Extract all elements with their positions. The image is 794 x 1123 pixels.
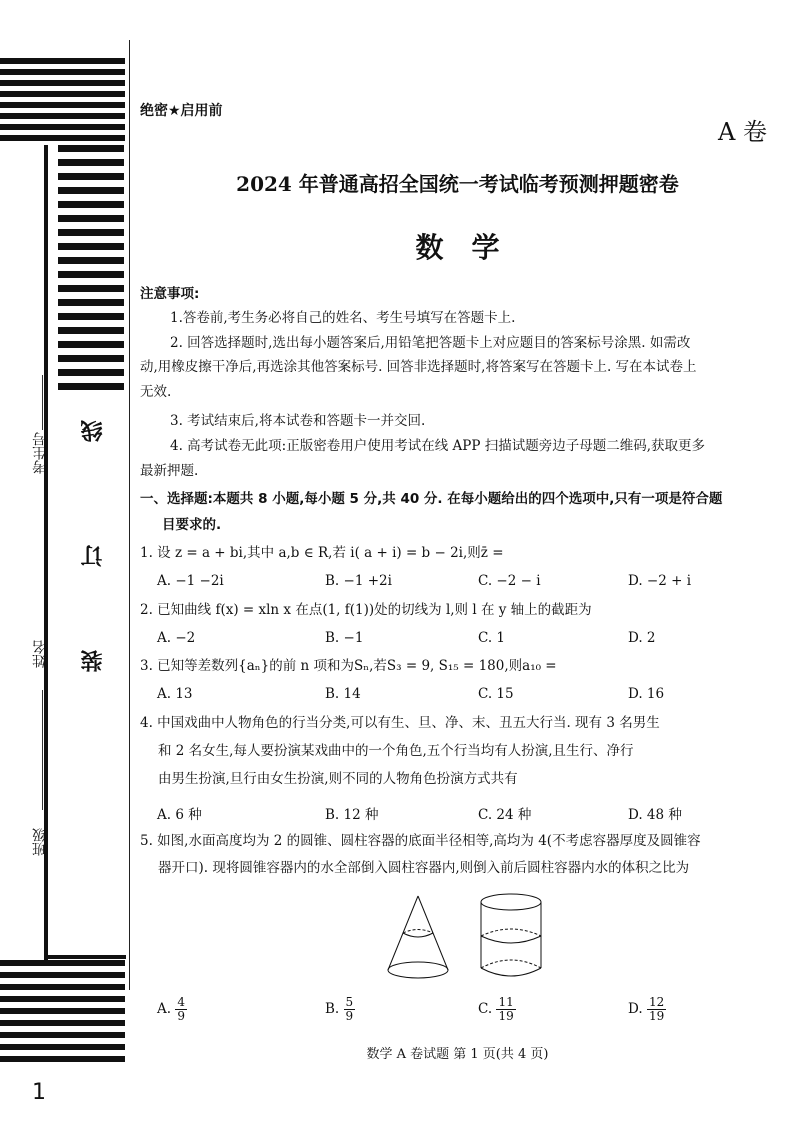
binding-stripe	[58, 355, 124, 362]
q5-option-a: A. $\frac{4}{9}$	[157, 995, 185, 1023]
q2-stem: 2. 已知曲线 f(x) = xln x 在点(1, f(1))处的切线为 l,则 l 在 y 轴上的截距为	[140, 602, 592, 618]
cone-figure	[388, 896, 448, 978]
binding-stripe	[0, 1032, 125, 1038]
q4-option-a: A. 6 种	[157, 807, 202, 823]
binding-stripe	[58, 145, 124, 152]
q2-option-a: A. −2	[157, 630, 196, 646]
binding-stripe	[58, 369, 124, 376]
binding-stripe	[58, 201, 124, 208]
binding-stripe	[0, 1020, 125, 1026]
binding-stripe	[0, 102, 125, 108]
binding-strip	[0, 0, 130, 1123]
binding-stripe	[0, 996, 125, 1002]
field-name: 姓名	[32, 640, 48, 668]
binding-stripe	[0, 124, 125, 130]
binding-stripe	[58, 257, 124, 264]
note-2-end: 无效.	[140, 384, 172, 400]
q4-stem-2: 和 2 名女生,每人要扮演某戏曲中的一个角色,五个行当均有人扮演,且生行、净行	[158, 743, 634, 759]
q5-figure	[380, 892, 550, 984]
notes-heading: 注意事项:	[140, 286, 200, 302]
note-2: 2. 回答选择题时,选出每小题答案后,用铅笔把答题卡上对应题目的答案标号涂黑. 如需改	[170, 335, 691, 351]
binding-stripe	[44, 955, 126, 959]
q1-option-c: C. −2 − i	[478, 573, 541, 589]
binding-stripe	[58, 243, 124, 250]
binding-stripe	[0, 58, 125, 64]
note-4-cont: 最新押题.	[140, 463, 199, 479]
seal-char-xian: 线	[81, 420, 106, 442]
cylinder-figure	[481, 894, 541, 976]
subject-title: 数学	[415, 231, 528, 264]
q4-option-d: D. 48 种	[628, 807, 682, 823]
field-examinee-number: 考生号	[32, 432, 48, 474]
binding-stripe	[0, 1044, 125, 1050]
q4-option-b: B. 12 种	[325, 807, 379, 823]
note-1: 1.答卷前,考生务必将自己的姓名、考生号填写在答题卡上.	[170, 310, 516, 326]
binding-stripe	[58, 299, 124, 306]
q2-option-b: B. −1	[325, 630, 364, 646]
q5-option-d: D. $\frac{12}{19}$	[628, 995, 665, 1023]
binding-stripe	[58, 341, 124, 348]
q5-stem-2: 器开口). 现将圆锥容器内的水全部倒入圆柱容器内,则倒入前后圆柱容器内水的体积之比为	[158, 860, 690, 876]
note-3: 3. 考试结束后,将本试卷和答题卡一并交回.	[170, 413, 426, 429]
q1-option-b: B. −1 +2i	[325, 573, 392, 589]
note-2-cont: 动,用橡皮擦干净后,再选涂其他答案标号. 回答非选择题时,将答案写在答题卡上. 写在本试卷上	[140, 359, 697, 375]
q5-stem-1: 5. 如图,水面高度均为 2 的圆锥、圆柱容器的底面半径相等,高均为 4(不考虑容器厚度及圆锥容	[140, 833, 701, 849]
page-footer: 数学 A 卷试题 第 1 页(共 4 页)	[366, 1047, 549, 1062]
q4-stem-3: 由男生扮演,旦行由女生扮演,则不同的人物角色扮演方式共有	[158, 771, 518, 787]
binding-stripe	[58, 187, 124, 194]
q2-option-d: D. 2	[628, 630, 656, 646]
binding-stripe	[58, 229, 124, 236]
binding-stripe	[0, 80, 125, 86]
binding-stripe	[58, 215, 124, 222]
gutter-line	[129, 40, 130, 990]
binding-stripe	[58, 271, 124, 278]
binding-stripe	[0, 91, 125, 97]
binding-stripe	[0, 972, 125, 978]
q4-stem-1: 4. 中国戏曲中人物角色的行当分类,可以有生、旦、净、末、丑五大行当. 现有 3 名男生	[140, 715, 660, 731]
q4-option-c: C. 24 种	[478, 807, 532, 823]
binding-stripe	[58, 159, 124, 166]
field-class: 班级	[32, 828, 48, 856]
exam-title: 2024 年普通高招全国统一考试临考预测押题密卷	[236, 172, 679, 196]
seal-char-ding: 订	[81, 545, 106, 567]
section-heading: 一、选择题:本题共 8 小题,每小题 5 分,共 40 分. 在每小题给出的四个选项中,只有一项是符合题	[140, 491, 723, 507]
binding-stripe	[0, 113, 125, 119]
page-index: 1	[32, 1080, 46, 1105]
binding-stripe	[58, 327, 124, 334]
seal-char-zhuang: 装	[81, 650, 106, 672]
field-line-examno	[42, 375, 43, 430]
field-line-name	[42, 690, 43, 810]
binding-stripe	[0, 135, 125, 141]
note-4: 4. 高考试卷无此项:正版密卷用户使用考试在线 APP 扫描试题旁边子母题二维码,获取更多	[170, 438, 706, 454]
q3-option-c: C. 15	[478, 686, 514, 702]
binding-stripe	[58, 285, 124, 292]
binding-stripe	[58, 383, 124, 390]
binding-stripe	[58, 313, 124, 320]
q1-option-a: A. −1 −2i	[157, 573, 224, 589]
binding-stripe	[0, 960, 125, 966]
binding-stripe	[0, 984, 125, 990]
secret-label: 绝密★启用前	[140, 103, 223, 119]
q2-option-c: C. 1	[478, 630, 506, 646]
binding-stripe	[0, 1008, 125, 1014]
q1-option-d: D. −2 + i	[628, 573, 692, 589]
q3-option-b: B. 14	[325, 686, 361, 702]
section-heading-cont: 目要求的.	[162, 517, 222, 533]
q3-stem: 3. 已知等差数列{aₙ}的前 n 项和为Sₙ,若S₃ = 9, S₁₅ = 180,则a₁₀ =	[140, 658, 557, 674]
binding-stripe	[58, 173, 124, 180]
q3-option-a: A. 13	[157, 686, 193, 702]
q1-stem: 1. 设 z = a + bi,其中 a,b ∈ R,若 i( a + i) = b − 2i,则z̄ =	[140, 545, 504, 561]
q3-option-d: D. 16	[628, 686, 665, 702]
q5-option-b: B. $\frac{5}{9}$	[325, 995, 354, 1023]
binding-stripe	[0, 69, 125, 75]
q5-option-c: C. $\frac{11}{19}$	[478, 995, 514, 1023]
volume-label: A 卷	[718, 118, 767, 146]
binding-stripe	[0, 1056, 125, 1062]
